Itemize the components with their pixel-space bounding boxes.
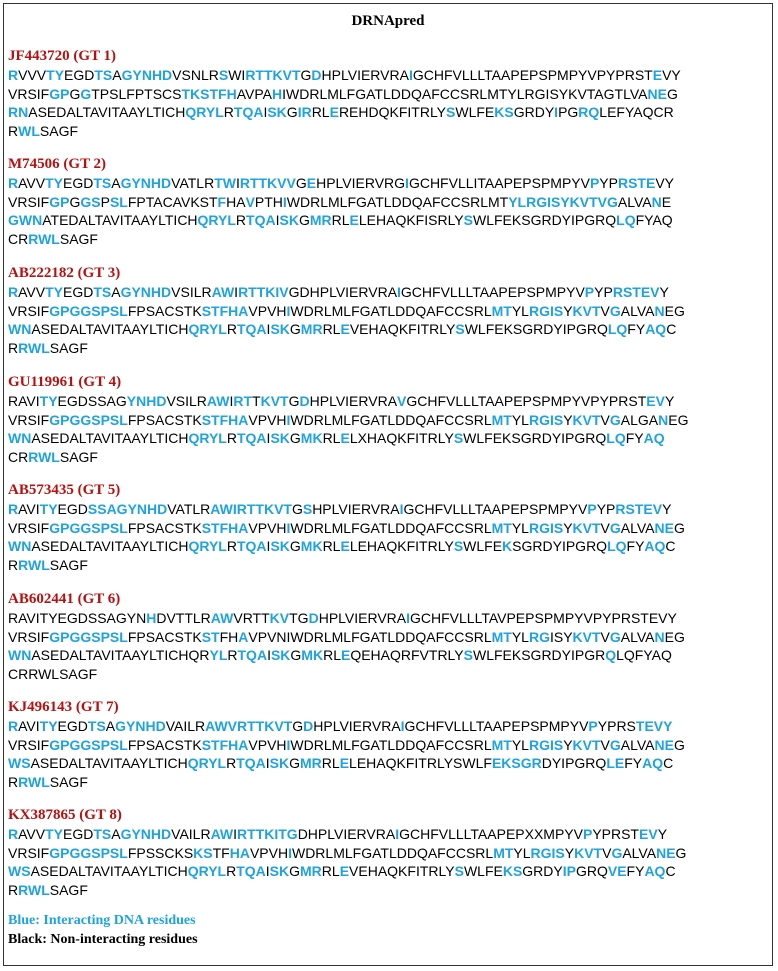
sequence-line: RAVITYEGDSSAGYNHDVTTLRAWVRTTKVTGDHPLVIERVRAIGCHFVLLLTAVPEPSPMPYVPYPRSTEVY: [8, 610, 677, 626]
sequence-line: RRWLSAGF: [8, 881, 88, 898]
sequence-entry: [8, 47, 768, 140]
sequence-entry: [8, 264, 768, 357]
sequence-line: VRSIFGPGGSPSLFPSACSTKSTFHAVPVHIWDRLMLFGATLDDQAFCCSRLMTYLRGISYKVTVGALVANEG: [8, 302, 685, 319]
entry-title: GU119961 (GT 4): [8, 374, 122, 390]
sequence-entry: [8, 806, 768, 899]
entry-title: KJ496143 (GT 7): [8, 699, 119, 715]
sequence-line: WSASEDALTAVITAAYLTICHQRYLRTQAISKGMRRLEVEHAQKFITRLYSWLFEKSGRDYIPGRQVEFYAQC: [8, 863, 676, 880]
entry-title: JF443720 (GT 1): [8, 48, 117, 64]
sequence-line: WNASEDALTAVITAAYLTICHQRYLRTQAISKGMKRLEQEHAQRFVTRLYSWLFEKSGRDYIPGRQLQFYAQ: [8, 647, 672, 664]
legend-interacting: Blue: Interacting DNA residues: [8, 913, 196, 928]
sequence-entry: [8, 373, 768, 466]
sequence-line: RAVVTYEGDTSAGYNHDVAILRAWIRTTKITGDHPLVIERVRAIGCHFVLLLTAAPEPXXMPYVPYPRSTEVY: [8, 826, 668, 842]
sequence-line: RRWLSAGF: [8, 556, 88, 573]
sequence-line: RAVVTYEGDTSAGYNHDVATLRTWIRTTKVVGEHPLVIERVRGIGCHFVLLITAAPEPSPMPYVPYPRSTEVY: [8, 175, 675, 191]
sequence-line: RNASEDALTAVITAAYLTICHQRYLRTQAISKGIRRLEREHDQKFITRLYSWLFEKSGRDYIPGRQLEFYAQCR: [8, 104, 674, 121]
entry-title: AB573435 (GT 5): [8, 482, 121, 498]
sequence-line: CRRWLSAGF: [8, 448, 98, 465]
sequence-entry: [8, 155, 768, 248]
sequence-line: VRSIFGPGGTPSLFPTSCSTKSTFHAVPAHIWDRLMLFGATLDDQAFCCSRLMTYLRGISYKVTAGTLVANEG: [8, 85, 678, 102]
sequence-line: RRWLSAGF: [8, 339, 88, 356]
sequence-entry: [8, 481, 768, 574]
sequence-line: RVVVTYEGDTSAGYNHDVSNLRSWIRTTKVTGDHPLVIERVRAIGCHFVLLLTAAPEPSPMPYVPYPRSTEVY: [8, 67, 681, 83]
entry-title: M74506 (GT 2): [8, 156, 107, 172]
sequence-line: VRSIFGPGGSPSLFPSACSTKSTFHAVPVNIWDRLMLFGATLDDQAFCCSRLMTYLRGISYKVTVGALVANEG: [8, 628, 685, 645]
sequence-line: RAVITYEGDTSAGYNHDVAILRAWVRTTKVTGDHPLVIERVRAIGCHFVLLLTAAPEPSPMPYVPYPRSTEVY: [8, 718, 673, 734]
sequence-line: WNASEDALTAVITAAYLTICHQRYLRTQAISKGMKRLELXHAQKFITRLYSWLFEKSGRDYIPGRQLQFYAQ: [8, 430, 665, 447]
legend-non-interacting: Black: Non-interacting residues: [8, 932, 198, 947]
sequence-line: CRRWLSAGF: [8, 665, 98, 682]
sequence-line: VRSIFGPGGSPSLFPSACSTKSTFHAVPVHIWDRLMLFGATLDDQAFCCSRLMTYLRGISYKVTVGALVANEG: [8, 736, 685, 753]
sequence-line: RAVITYEGDSSAGYNHDVSILRAWIRTTKVTGDHPLVIERVRAVGCHFVLLLTAAPEPSPMPYVPYPRSTEVY: [8, 393, 675, 409]
sequence-line: RAVVTYEGDTSAGYNHDVSILRAWIRTTKIVGDHPLVIERVRAIGCHFVLLLTAAPEPSPMPYVPYPRSTEVY: [8, 284, 669, 300]
sequence-line: WNASEDALTAVITAAYLTICHQRYLRTQAISKGMKRLELEHAQKFITRLYSWLFEKSGRDYIPGRQLQFYAQC: [8, 538, 676, 555]
sequence-line: WSASEDALTAVITAAYLTICHQRYLRTQAISKGMRRLELEHAQKFITRLYSWLFEKSGRDYIPGRQLEFYAQC: [8, 755, 674, 772]
entry-title: AB602441 (GT 6): [8, 591, 121, 607]
sequence-line: RWLSAGF: [8, 122, 79, 139]
figure-title: DRNApred: [351, 13, 425, 29]
sequence-line: CRRWLSAGF: [8, 230, 98, 247]
sequence-line: RRWLSAGF: [8, 773, 88, 790]
sequence-line: VRSIFGPGGSPSLFPSACSTKSTFHAVPVHIWDRLMLFGATLDDQAFCCSRLMTYLRGISYKVTVGALVANEG: [8, 519, 685, 536]
sequence-entry: [8, 698, 768, 791]
legend: [8, 911, 198, 949]
sequence-line: VRSIFGPGGSPSLFPSACSTKSTFHAVPVHIWDRLMLFGATLDDQAFCCSRLMTYLRGISYKVTVGALGANEG: [8, 411, 689, 428]
sequence-line: GWNATEDALTAVITAAYLTICHQRYLRTQAISKGMRRLELEHAQKFISRLYSWLFEKSGRDYIPGRQLQFYAQ: [8, 212, 673, 229]
sequence-entry: [8, 590, 768, 683]
sequence-line: VRSIFGPGGSPSLFPSSCKSKSTFHAVPVHIWDRLMLFGATLDDQAFCCSRLMTYLRGISYKVTVGALVANEG: [8, 844, 687, 861]
entry-title: KX387865 (GT 8): [8, 807, 122, 823]
sequence-line: VRSIFGPGGSPSLFPTACAVKSTFHAVPTHIWDRLMLFGATLDDQAFCCSRLMTYLRGISYKVTVGALVANE: [8, 193, 672, 210]
entry-title: AB222182 (GT 3): [8, 265, 121, 281]
sequence-line: RAVITYEGDSSAGYNHDVATLRAWIRTTKVTGSHPLVIERVRAIGCHFVLLLTAAPEPSPMPYVPYPRSTEVY: [8, 501, 672, 517]
sequence-line: WNASEDALTAVITAAYLTICHQRYLRTQAISKGMRRLEVEHAQKFITRLYSWLFEKSGRDYIPGRQLQFYAQC: [8, 321, 677, 338]
